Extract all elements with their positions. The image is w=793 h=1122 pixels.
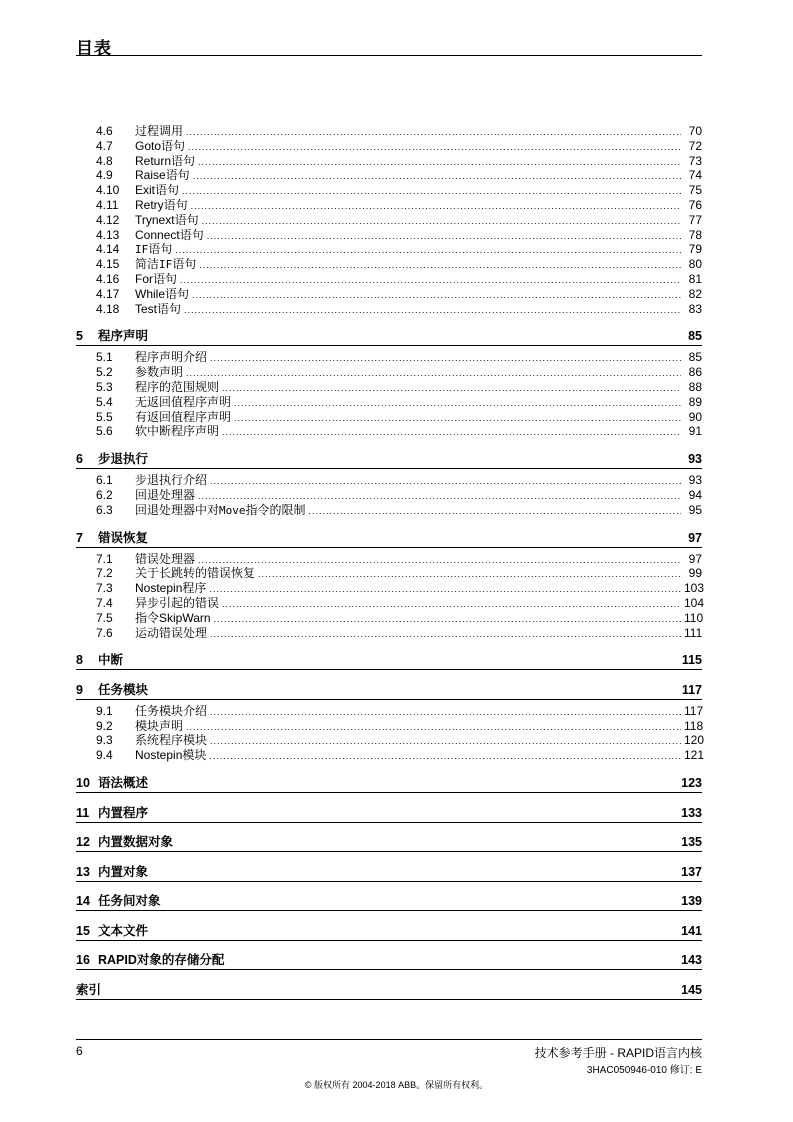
toc-entry-number: 6.3 bbox=[96, 502, 113, 517]
toc-entry-number: 5.6 bbox=[96, 424, 113, 439]
toc-entry-title bbox=[118, 154, 195, 169]
toc-entry[interactable] bbox=[76, 424, 702, 439]
toc-entry-number: 7.2 bbox=[96, 566, 113, 581]
toc-dot-leader bbox=[234, 396, 681, 411]
toc-entry-page: 93 bbox=[688, 473, 702, 488]
toc-entry-title bbox=[118, 287, 189, 302]
toc-entry-title bbox=[118, 183, 179, 198]
toc-chapter[interactable] bbox=[76, 680, 702, 700]
toc-entry[interactable] bbox=[76, 488, 702, 503]
toc-entry-title bbox=[118, 302, 181, 317]
toc-entry-title-part: IF bbox=[159, 258, 173, 272]
toc-entry[interactable] bbox=[76, 139, 702, 154]
table-of-contents bbox=[76, 124, 705, 1000]
toc-chapter[interactable] bbox=[76, 803, 702, 823]
toc-entry-title-part: 语句 bbox=[172, 257, 197, 272]
toc-entry-number: 5.3 bbox=[96, 379, 113, 394]
toc-entry[interactable] bbox=[76, 410, 702, 425]
toc-chapter[interactable] bbox=[76, 921, 702, 941]
toc-chapter-page: 137 bbox=[681, 864, 702, 879]
toc-entry-number: 9.2 bbox=[96, 718, 113, 733]
toc-entry-page: 103 bbox=[684, 581, 705, 596]
toc-entry[interactable] bbox=[76, 168, 702, 183]
toc-entry-title bbox=[118, 124, 183, 139]
toc-chapter-title: 索引 bbox=[76, 982, 102, 997]
toc-entry-number: 7.6 bbox=[96, 625, 113, 640]
toc-entry[interactable] bbox=[76, 503, 702, 518]
toc-dot-leader bbox=[186, 720, 681, 735]
toc-entry-number: 4.12 bbox=[96, 212, 120, 227]
toc-entry-number: 4.18 bbox=[96, 301, 120, 316]
toc-entry-page: 90 bbox=[688, 409, 702, 424]
toc-dot-leader bbox=[182, 184, 681, 199]
toc-entry-number: 4.13 bbox=[96, 227, 120, 242]
toc-entry-title bbox=[118, 272, 177, 287]
toc-entry-title bbox=[118, 395, 231, 410]
toc-dot-leader bbox=[198, 489, 681, 504]
toc-entry-title-part: 简洁 bbox=[135, 257, 160, 272]
toc-entry-title bbox=[118, 424, 219, 439]
footer-page-number: 6 bbox=[76, 1044, 83, 1058]
toc-chapter[interactable] bbox=[76, 650, 702, 670]
toc-entry-title bbox=[118, 139, 185, 154]
toc-entry-title bbox=[118, 733, 207, 748]
toc-entry-number: 5.2 bbox=[96, 365, 113, 380]
toc-entry-number: 5.5 bbox=[96, 409, 113, 424]
toc-entry-number: 9.4 bbox=[96, 748, 113, 763]
toc-dot-leader bbox=[198, 553, 681, 568]
toc-entry-title-part: 系统程序模块 bbox=[135, 733, 208, 748]
toc-entry-number: 6.1 bbox=[96, 473, 113, 488]
toc-chapter-title: 内置数据对象 bbox=[98, 835, 174, 849]
toc-entry-page: 74 bbox=[688, 168, 702, 183]
toc-entry-page: 86 bbox=[688, 365, 702, 380]
toc-entry-page: 121 bbox=[684, 748, 705, 763]
toc-chapter-title: 语法概述 bbox=[98, 776, 149, 790]
toc-dot-leader bbox=[234, 411, 681, 426]
toc-dot-leader bbox=[309, 504, 681, 519]
toc-entry-title-part: 参数声明 bbox=[135, 365, 184, 380]
toc-dot-leader bbox=[258, 567, 681, 582]
toc-entry-title-part: Nostepin程序 bbox=[135, 581, 207, 596]
toc-entry-title bbox=[118, 365, 183, 380]
toc-chapter-title: RAPID对象的存储分配 bbox=[98, 953, 225, 967]
footer-document-id: 3HAC050946-010 修订: E bbox=[586, 1065, 702, 1076]
toc-chapter-title: 内置程序 bbox=[98, 805, 149, 820]
toc-entry-title-part: 指令的限制 bbox=[245, 502, 306, 517]
toc-entry-page: 104 bbox=[684, 595, 705, 610]
toc-entry-title bbox=[118, 488, 195, 503]
toc-chapter-number: 14 bbox=[76, 894, 90, 908]
toc-entry[interactable] bbox=[76, 626, 702, 641]
toc-chapter-page: 85 bbox=[688, 329, 702, 344]
toc-chapter-number: 11 bbox=[76, 805, 90, 820]
toc-chapter-number: 7 bbox=[76, 530, 83, 545]
toc-entry-page: 94 bbox=[688, 487, 702, 502]
toc-entry-page: 91 bbox=[688, 424, 702, 439]
toc-entry[interactable] bbox=[76, 213, 702, 228]
toc-entry-title bbox=[118, 350, 207, 365]
toc-entry[interactable] bbox=[76, 704, 702, 719]
toc-entry-title bbox=[118, 626, 207, 641]
toc-chapter-page: 135 bbox=[681, 835, 702, 849]
toc-entry-number: 4.15 bbox=[96, 257, 120, 272]
toc-entry[interactable] bbox=[76, 228, 702, 243]
toc-chapter-title: 程序声明 bbox=[98, 329, 149, 344]
toc-entry-number: 6.2 bbox=[96, 487, 113, 502]
toc-entry-title-part: Nostepin模块 bbox=[135, 748, 207, 763]
toc-dot-leader bbox=[210, 705, 681, 720]
toc-entry-title bbox=[118, 748, 206, 763]
toc-entry-title-part: 任务模块介绍 bbox=[135, 703, 208, 718]
toc-dot-leader bbox=[198, 155, 681, 170]
toc-chapter-number: 13 bbox=[76, 864, 90, 879]
toc-entry-title bbox=[118, 581, 206, 596]
toc-entry[interactable] bbox=[76, 733, 705, 748]
toc-entry-number: 4.14 bbox=[96, 242, 120, 257]
toc-entry-title-part: For语句 bbox=[135, 271, 178, 286]
toc-entry-page: 79 bbox=[688, 242, 702, 257]
toc-entry-page: 88 bbox=[688, 379, 702, 394]
toc-entry-title-part: 异步引起的错误 bbox=[135, 595, 220, 610]
toc-entry[interactable] bbox=[76, 242, 702, 257]
toc-entry[interactable] bbox=[76, 257, 702, 272]
toc-entry-title-part: 运动错误处理 bbox=[135, 625, 208, 640]
toc-entry-number: 7.3 bbox=[96, 581, 113, 596]
toc-entry[interactable] bbox=[76, 566, 702, 581]
toc-entry-title-part: 程序的范围规则 bbox=[135, 379, 220, 394]
toc-chapter-title: 内置对象 bbox=[98, 864, 149, 879]
toc-entry-page: 77 bbox=[688, 212, 702, 227]
toc-entry-page: 111 bbox=[684, 625, 703, 640]
toc-entry-number: 5.1 bbox=[96, 350, 113, 365]
toc-entry-title bbox=[118, 168, 190, 183]
toc-entry-title bbox=[118, 380, 219, 395]
toc-entry-title-part: 错误处理器 bbox=[135, 551, 196, 566]
toc-dot-leader bbox=[210, 351, 681, 366]
toc-entry-title-part: Return语句 bbox=[135, 153, 196, 168]
toc-entry-title-part: 模块声明 bbox=[135, 718, 184, 733]
toc-entry-title bbox=[118, 566, 255, 581]
toc-chapter[interactable] bbox=[76, 980, 702, 1000]
toc-chapter-number: 5 bbox=[76, 329, 83, 344]
toc-entry-title-part: While语句 bbox=[135, 286, 190, 301]
toc-entry-page: 72 bbox=[688, 138, 702, 153]
toc-entry-page: 82 bbox=[688, 286, 702, 301]
toc-entry-number: 4.10 bbox=[96, 183, 120, 198]
toc-entry-title-part: 无返回值程序声明 bbox=[135, 394, 232, 409]
toc-entry-number: 4.17 bbox=[96, 286, 120, 301]
toc-dot-leader bbox=[186, 366, 681, 381]
toc-entry-title-part: Move bbox=[219, 503, 246, 517]
toc-entry[interactable] bbox=[76, 302, 702, 317]
toc-entry-title-part: 指令SkipWarn bbox=[135, 610, 211, 625]
toc-entry-title-part: 软中断程序声明 bbox=[135, 424, 220, 439]
toc-entry-number: 4.8 bbox=[96, 153, 113, 168]
toc-entry-page: 70 bbox=[688, 124, 702, 138]
toc-entry-title bbox=[118, 213, 199, 228]
title-rule bbox=[76, 55, 702, 56]
toc-entry[interactable] bbox=[76, 365, 702, 380]
toc-entry[interactable] bbox=[76, 350, 702, 365]
toc-chapter-title: 步退执行 bbox=[98, 452, 149, 467]
toc-entry-title-part: 关于长跳转的错误恢复 bbox=[135, 566, 256, 581]
toc-chapter-title: 错误恢复 bbox=[98, 530, 149, 545]
toc-dot-leader bbox=[191, 199, 681, 214]
toc-chapter[interactable] bbox=[76, 891, 702, 911]
toc-entry-page: 117 bbox=[684, 703, 704, 718]
toc-chapter[interactable] bbox=[76, 449, 702, 469]
toc-dot-leader bbox=[222, 597, 681, 612]
toc-entry-page: 95 bbox=[688, 502, 702, 517]
toc-chapter[interactable] bbox=[76, 528, 702, 548]
toc-entry[interactable] bbox=[76, 748, 705, 763]
toc-entry[interactable] bbox=[76, 380, 702, 395]
toc-entry-number: 9.1 bbox=[96, 703, 113, 718]
toc-entry-number: 4.6 bbox=[96, 124, 113, 138]
toc-entry-number: 7.5 bbox=[96, 610, 113, 625]
toc-entry-title-part: Exit语句 bbox=[135, 183, 180, 198]
toc-entry-title-part: 过程调用 bbox=[135, 124, 184, 138]
toc-chapter-page: 123 bbox=[681, 776, 702, 790]
toc-entry-number: 4.16 bbox=[96, 271, 120, 286]
toc-entry[interactable] bbox=[76, 272, 702, 287]
toc-entry[interactable] bbox=[76, 183, 702, 198]
toc-entry-title-part: 回退处理器 bbox=[135, 487, 196, 502]
toc-chapter-page: 143 bbox=[681, 953, 702, 967]
toc-chapter-page: 93 bbox=[688, 452, 702, 467]
toc-dot-leader bbox=[207, 229, 681, 244]
toc-dot-leader bbox=[192, 288, 681, 303]
toc-entry[interactable] bbox=[76, 287, 702, 302]
toc-dot-leader bbox=[184, 303, 681, 318]
toc-chapter-number: 10 bbox=[76, 776, 90, 790]
toc-chapter-title: 任务模块 bbox=[98, 682, 149, 697]
toc-entry-page: 75 bbox=[688, 183, 702, 198]
toc-entry-title-part: Goto语句 bbox=[135, 138, 186, 153]
toc-dot-leader bbox=[202, 214, 681, 229]
toc-entry-title-part: 程序声明介绍 bbox=[135, 350, 208, 365]
toc-dot-leader bbox=[175, 243, 681, 258]
toc-chapter-page: 133 bbox=[681, 805, 702, 820]
toc-entry-title bbox=[118, 552, 195, 567]
toc-entry-number: 9.3 bbox=[96, 733, 113, 748]
toc-chapter-title: 任务间对象 bbox=[98, 894, 161, 908]
toc-entry[interactable] bbox=[76, 611, 702, 626]
toc-entry[interactable] bbox=[76, 198, 702, 213]
toc-entry-title-part: 回退处理器中对 bbox=[135, 502, 220, 517]
toc-dot-leader bbox=[222, 381, 681, 396]
toc-chapter-page: 115 bbox=[681, 653, 702, 668]
toc-chapter-page: 117 bbox=[681, 682, 702, 697]
toc-entry-page: 97 bbox=[688, 551, 702, 566]
toc-dot-leader bbox=[210, 627, 681, 642]
toc-dot-leader bbox=[188, 140, 681, 155]
toc-entry-title bbox=[118, 198, 188, 213]
toc-chapter-page: 97 bbox=[688, 530, 702, 545]
toc-entry-title bbox=[118, 257, 196, 273]
toc-entry-title-part: 步退执行介绍 bbox=[135, 473, 208, 488]
toc-entry[interactable] bbox=[76, 581, 705, 596]
toc-entry-number: 7.4 bbox=[96, 595, 113, 610]
toc-entry[interactable] bbox=[76, 124, 702, 139]
toc-chapter-number: 15 bbox=[76, 923, 90, 938]
copyright-notice: © 版权所有 2004-2018 ABB。保留所有权利。 bbox=[304, 1080, 489, 1090]
toc-chapter[interactable] bbox=[76, 832, 702, 852]
toc-chapter-number: 12 bbox=[76, 835, 90, 849]
toc-dot-leader bbox=[209, 749, 681, 764]
toc-entry-page: 83 bbox=[688, 301, 702, 316]
toc-chapter-page: 145 bbox=[681, 982, 702, 997]
toc-entry-title-part: Raise语句 bbox=[135, 168, 190, 183]
page-title: 目表 bbox=[76, 39, 112, 58]
toc-entry-title-part: Connect语句 bbox=[135, 227, 204, 242]
toc-entry-title bbox=[118, 410, 231, 425]
footer-manual-title: 技术参考手册 - RAPID语言内核 bbox=[534, 1046, 702, 1060]
toc-entry-title-part: Trynext语句 bbox=[135, 212, 199, 227]
toc-entry-page: 85 bbox=[688, 350, 702, 365]
toc-entry-title bbox=[118, 719, 183, 734]
toc-entry-title bbox=[118, 242, 172, 258]
toc-entry-page: 81 bbox=[688, 271, 702, 286]
toc-chapter[interactable] bbox=[76, 326, 702, 346]
toc-entry[interactable] bbox=[76, 595, 705, 611]
toc-chapter-number: 8 bbox=[76, 653, 83, 668]
toc-entry-page: 118 bbox=[684, 718, 704, 733]
toc-entry-number: 4.9 bbox=[96, 168, 113, 183]
toc-entry[interactable] bbox=[76, 552, 702, 567]
toc-entry-title-part: Test语句 bbox=[135, 301, 182, 316]
toc-dot-leader bbox=[222, 425, 681, 440]
toc-chapter[interactable] bbox=[76, 950, 702, 970]
toc-dot-leader bbox=[199, 258, 681, 273]
toc-entry-title bbox=[118, 704, 207, 719]
toc-entry-page: 78 bbox=[688, 227, 702, 242]
toc-dot-leader bbox=[193, 169, 681, 184]
toc-entry-page: 89 bbox=[688, 394, 702, 409]
toc-entry-page: 120 bbox=[684, 733, 705, 748]
toc-dot-leader bbox=[210, 474, 681, 489]
toc-entry[interactable] bbox=[76, 473, 702, 488]
toc-chapter-number: 6 bbox=[76, 452, 83, 467]
toc-entry-page: 73 bbox=[688, 153, 702, 168]
toc-dot-leader bbox=[210, 734, 681, 749]
toc-dot-leader bbox=[214, 612, 681, 627]
toc-entry[interactable] bbox=[76, 154, 702, 169]
toc-entry-page: 80 bbox=[688, 257, 702, 272]
toc-chapter-number: 16 bbox=[76, 953, 90, 967]
toc-dot-leader bbox=[186, 125, 681, 140]
toc-dot-leader bbox=[180, 273, 681, 288]
toc-chapter[interactable] bbox=[76, 773, 702, 793]
toc-chapter-page: 141 bbox=[681, 923, 702, 938]
toc-chapter-title: 中断 bbox=[98, 653, 124, 668]
toc-entry[interactable] bbox=[76, 395, 702, 410]
toc-chapter-number: 9 bbox=[76, 682, 83, 697]
toc-dot-leader bbox=[209, 582, 681, 597]
toc-entry-number: 7.1 bbox=[96, 551, 113, 566]
toc-chapter-title: 文本文件 bbox=[98, 923, 149, 938]
toc-entry-title-part: IF bbox=[135, 243, 149, 257]
toc-entry-title bbox=[118, 473, 207, 488]
toc-entry-title-part: 有返回值程序声明 bbox=[135, 409, 232, 424]
toc-chapter-page: 139 bbox=[681, 894, 702, 908]
toc-chapter[interactable] bbox=[76, 862, 702, 882]
toc-entry-title bbox=[118, 503, 306, 519]
toc-entry-page: 76 bbox=[688, 197, 702, 212]
toc-entry-title bbox=[118, 596, 219, 611]
toc-entry-title bbox=[118, 611, 211, 626]
toc-entry-page: 99 bbox=[688, 566, 702, 581]
toc-entry-title-part: Retry语句 bbox=[135, 197, 188, 212]
toc-entry-title bbox=[118, 228, 204, 243]
toc-entry-number: 5.4 bbox=[96, 394, 113, 409]
toc-entry-number: 4.7 bbox=[96, 138, 113, 153]
toc-entry[interactable] bbox=[76, 719, 702, 734]
toc-entry-number: 4.11 bbox=[96, 197, 119, 212]
footer-rule bbox=[76, 1039, 702, 1040]
toc-entry-page: 110 bbox=[684, 610, 704, 625]
toc-entry-title-part: 语句 bbox=[148, 242, 173, 257]
